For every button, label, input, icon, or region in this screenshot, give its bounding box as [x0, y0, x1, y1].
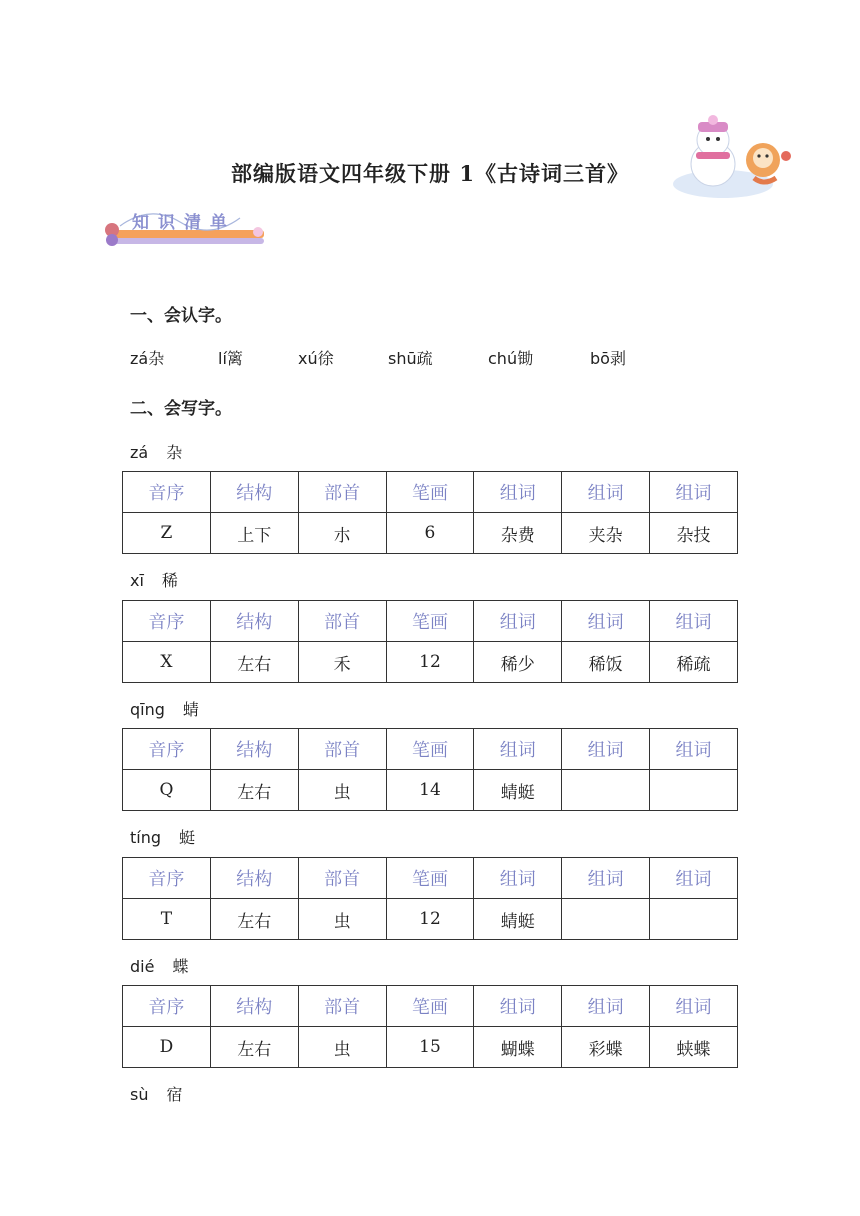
char-table: 音序 结构 部首 笔画 组词 组词 组词 Q 左右 虫 14 蜻蜓 — [122, 728, 738, 811]
page-title: 部编版语文四年级下册 1《古诗词三首》 — [231, 161, 629, 186]
section-recognize-heading: 一、会认字。 — [130, 306, 232, 326]
char-label: qīng 蜻 — [130, 700, 199, 719]
char-label: dié 蝶 — [130, 957, 189, 976]
char-label: zá 杂 — [130, 443, 183, 462]
char-label: tíng 蜓 — [130, 828, 196, 847]
section-write-heading: 二、会写字。 — [130, 399, 232, 419]
recognize-item: shū疏 — [388, 349, 433, 368]
char-table: 音序 结构 部首 笔画 组词 组词 组词 Z 上下 朩 6 杂费 夹杂 杂技 — [122, 471, 738, 554]
recognize-item: chú锄 — [488, 349, 534, 368]
snowman-illustration — [668, 112, 798, 202]
recognize-item: bō剥 — [590, 349, 626, 368]
char-label: xī 稀 — [130, 571, 178, 590]
char-table: 音序 结构 部首 笔画 组词 组词 组词 T 左右 虫 12 蜻蜓 — [122, 857, 738, 940]
recognize-item: zá杂 — [130, 349, 165, 368]
recognize-item: xú徐 — [298, 349, 334, 368]
knowledge-banner-title: 知识清单 — [132, 213, 236, 233]
char-table: 音序 结构 部首 笔画 组词 组词 组词 D 左右 虫 15 蝴蝶 彩蝶 蛱蝶 — [122, 985, 738, 1068]
char-table: 音序 结构 部首 笔画 组词 组词 组词 X 左右 禾 12 稀少 稀饭 稀疏 — [122, 600, 738, 683]
recognize-item: lí篱 — [218, 349, 243, 368]
char-label: sù 宿 — [130, 1085, 183, 1104]
